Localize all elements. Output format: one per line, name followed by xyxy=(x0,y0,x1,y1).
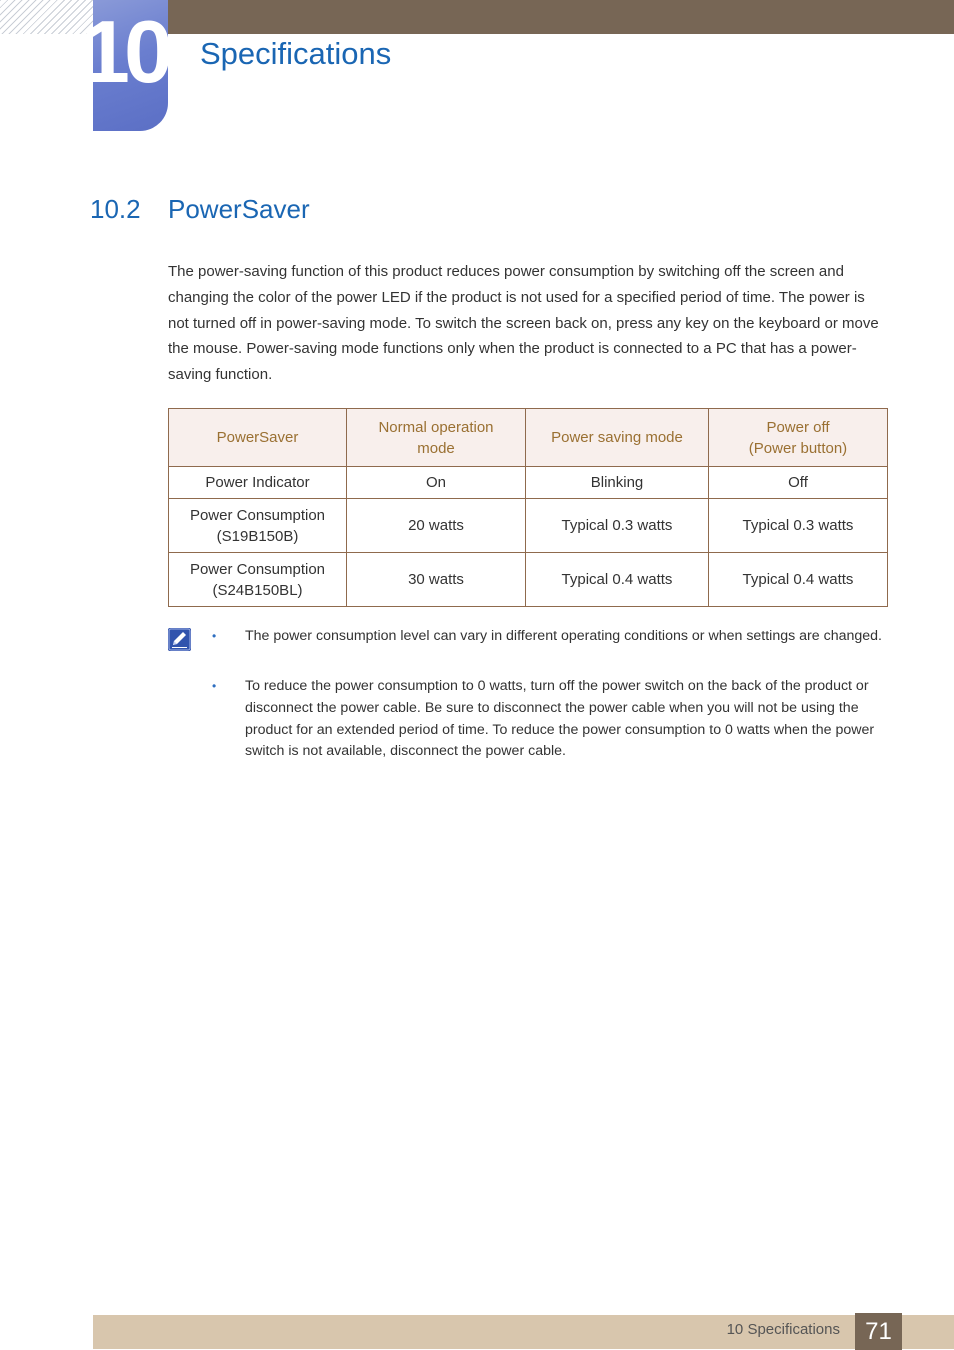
table-header-row xyxy=(169,409,888,467)
footer-chapter-label: 10 Specifications xyxy=(726,1321,840,1338)
header-bar xyxy=(168,0,954,34)
table-cell: Typical 0.3 watts xyxy=(526,499,709,553)
table-row xyxy=(169,467,888,499)
table-cell: Off xyxy=(709,467,888,499)
table-cell: 20 watts xyxy=(347,499,526,553)
section-title: PowerSaver xyxy=(168,194,310,224)
table-header-cell: PowerSaver xyxy=(169,409,347,467)
chapter-number: 10 xyxy=(81,2,167,101)
table-cell: Power Consumption (S24B150BL) xyxy=(169,553,347,607)
intro-paragraph: The power-saving function of this product reduces power consumption by switching off the screen and changing the color of the power LED if the product is not used for a specified period of time. The power is not turned off in power-saving mode. To switch the screen back on, press any key on the keyboard or move the mouse. Power-saving mode functions only when the product is connected to a PC that has a power-saving function. xyxy=(168,263,879,384)
bullet-icon: • xyxy=(212,679,217,693)
table-header-line: Power off xyxy=(766,418,830,436)
note-item xyxy=(212,676,888,763)
table-cell: Typical 0.3 watts xyxy=(709,499,888,553)
table-cell: On xyxy=(347,467,526,499)
table-header-cell: Power saving mode xyxy=(526,409,709,467)
chapter-number-block xyxy=(81,0,168,131)
section-heading xyxy=(90,192,310,226)
bullet-icon: • xyxy=(212,629,217,643)
table-cell: Power Consumption (S19B150B) xyxy=(169,499,347,553)
note-text: The power consumption level can vary in different operating conditions or when settings are changed. xyxy=(245,628,882,644)
table-header-cell: Normal operation mode xyxy=(347,409,526,467)
table-cell: Typical 0.4 watts xyxy=(526,553,709,607)
table-cell: Power Indicator xyxy=(169,467,347,499)
note-pencil-icon xyxy=(168,628,191,651)
note-item xyxy=(212,626,888,648)
table-cell: Typical 0.4 watts xyxy=(709,553,888,607)
section-number: 10.2 xyxy=(90,194,141,224)
decorative-hatch xyxy=(0,0,93,34)
table-header-line: (Power button) xyxy=(748,439,848,457)
table-header-cell xyxy=(709,409,888,467)
note-text: To reduce the power consumption to 0 watts, turn off the power switch on the back of the product or disconnect the power cable. Be sure to disconnect the power cable when you will not be using the product for an extended period of time. To reduce the power consumption to 0 watts when the power switch is not available, disconnect the power cable. xyxy=(245,678,875,760)
table-row xyxy=(169,499,888,553)
chapter-title: Specifications xyxy=(200,36,392,71)
page-number: 71 xyxy=(855,1313,902,1350)
table-cell: Blinking xyxy=(526,467,709,499)
table-row xyxy=(169,553,888,607)
table-cell: 30 watts xyxy=(347,553,526,607)
powersaver-table xyxy=(168,408,888,607)
